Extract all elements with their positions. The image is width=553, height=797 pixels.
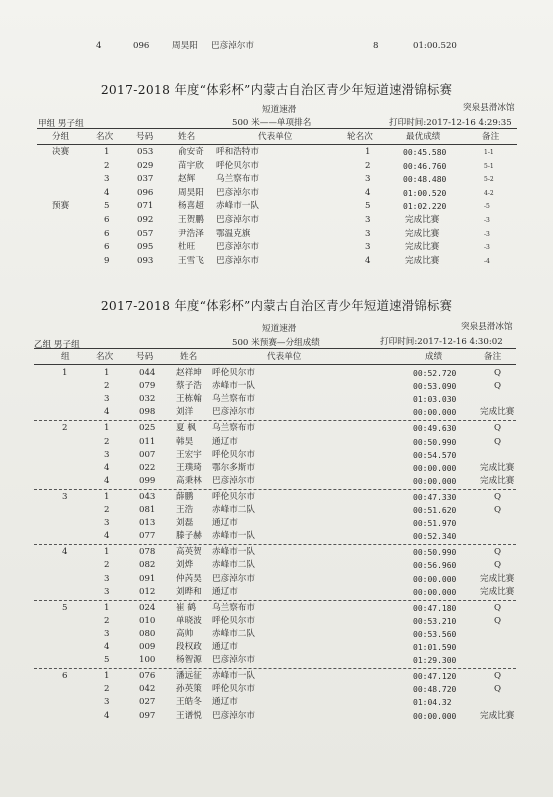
note: Q — [494, 505, 502, 515]
note: 5-1 — [484, 162, 494, 170]
athlete-name: 段权政 — [176, 642, 202, 652]
table-row — [0, 517, 553, 530]
rank: 9 — [104, 255, 110, 266]
best-time: 完成比赛 — [405, 242, 440, 253]
note: 完成比赛 — [480, 586, 515, 597]
section1-event: 500 米——单项排名 — [232, 118, 312, 128]
athlete-name: 刘磊 — [176, 518, 194, 529]
table-row — [0, 504, 553, 517]
rank: 6 — [104, 228, 110, 239]
number: 076 — [139, 671, 156, 682]
number: 037 — [137, 174, 154, 185]
section1-venue: 突泉县滑冰馆 — [463, 103, 515, 113]
athlete-name: 刘洋 — [176, 407, 194, 418]
table-row — [0, 200, 553, 213]
section1-title: 2017-2018 年度“体彩杯”内蒙古自治区青少年短道速滑锦标赛 — [100, 83, 453, 97]
lane-rank: 4 — [365, 187, 371, 198]
rank: 4 — [104, 642, 110, 652]
table-row — [0, 670, 553, 683]
rank: 4 — [96, 41, 102, 51]
unit: 巴彦淖尔市 — [216, 187, 259, 198]
time: 00:51.620 — [413, 506, 457, 515]
number: 007 — [139, 449, 156, 460]
rank: 2 — [104, 615, 110, 626]
rank: 1 — [104, 147, 110, 157]
table-row — [0, 228, 553, 241]
table-row — [0, 255, 553, 268]
section1-sport: 短道速滑 — [262, 105, 297, 115]
note: 完成比赛 — [480, 407, 515, 418]
time: 00:53.210 — [413, 616, 457, 626]
note: Q — [494, 491, 502, 502]
rank: 1 — [104, 423, 110, 434]
rank: 5 — [104, 201, 110, 212]
best-time: 完成比赛 — [405, 215, 440, 225]
table-row — [0, 628, 553, 641]
number: 078 — [139, 547, 156, 558]
athlete-name: 杜旺 — [178, 242, 196, 253]
rank: 1 — [104, 602, 110, 613]
table-row — [0, 393, 553, 406]
group: 预赛 — [52, 201, 70, 212]
athlete-name: 王皓冬 — [176, 697, 202, 708]
unit: 赤峰市二队 — [212, 560, 255, 571]
athlete-name: 杨喜超 — [178, 201, 204, 212]
rank: 2 — [104, 560, 110, 571]
section1-header — [0, 131, 553, 144]
unit: 呼伦贝尔市 — [212, 449, 255, 460]
rank: 4 — [104, 407, 110, 418]
time: 01:00.520 — [413, 41, 457, 51]
table-row — [0, 683, 553, 696]
rank: 1 — [104, 671, 110, 682]
unit: 赤峰市一队 — [212, 531, 255, 542]
time: 00:00.000 — [413, 574, 457, 584]
rank: 3 — [104, 449, 110, 460]
athlete-name: 王宏宇 — [176, 449, 202, 460]
time: 00:53.560 — [413, 629, 457, 639]
header-group: 组 — [61, 352, 70, 362]
unit: 赤峰市二队 — [212, 505, 255, 515]
table-row — [0, 214, 553, 227]
rank: 2 — [104, 505, 110, 515]
athlete-name: 杨智源 — [176, 655, 202, 666]
number: 081 — [139, 505, 156, 515]
number: 012 — [139, 586, 156, 597]
table-row — [0, 491, 553, 504]
header-note: 备注 — [482, 132, 500, 142]
table-row — [0, 710, 553, 723]
number: 091 — [139, 573, 156, 584]
table-row — [0, 367, 553, 380]
group-separator — [34, 420, 516, 421]
section2-venue: 突泉县滑冰馆 — [461, 322, 513, 332]
note: Q — [494, 423, 502, 434]
time: 00:47.180 — [413, 603, 457, 613]
rank: 4 — [104, 475, 110, 486]
table-row — [0, 530, 553, 543]
unit: 赤峰市一队 — [212, 381, 255, 392]
unit: 赤峰市一队 — [212, 671, 255, 682]
unit: 巴彦淖尔市 — [212, 710, 255, 721]
note: Q — [494, 602, 502, 613]
rank: 2 — [104, 381, 110, 392]
unit: 呼和浩特市 — [216, 147, 259, 157]
number: 024 — [139, 602, 156, 613]
time: 01:29.300 — [413, 656, 457, 666]
note: Q — [494, 560, 502, 571]
lane-rank: 1 — [365, 147, 371, 157]
number: 029 — [137, 160, 154, 171]
table-row — [0, 546, 553, 559]
athlete-name: 尹浩泽 — [178, 228, 204, 239]
table-row — [0, 654, 553, 667]
unit: 鄂尔多斯市 — [212, 462, 255, 473]
note: 5-2 — [484, 176, 494, 184]
header-number: 号码 — [136, 132, 154, 142]
number: 025 — [139, 423, 156, 434]
note: Q — [494, 547, 502, 558]
best-time: 完成比赛 — [405, 255, 440, 266]
lane-rank: 3 — [365, 228, 371, 239]
rank: 1 — [104, 368, 110, 378]
athlete-name: 王谱悦 — [176, 710, 202, 721]
number: 098 — [139, 407, 156, 418]
number: 071 — [137, 201, 154, 212]
lane-rank: 3 — [365, 215, 371, 225]
header-best: 成绩 — [425, 352, 443, 362]
note: 完成比赛 — [480, 475, 515, 486]
unit: 鄂温克旗 — [216, 228, 251, 239]
rank: 1 — [104, 491, 110, 502]
group: 1 — [62, 368, 68, 378]
number: 095 — [137, 242, 154, 253]
number: 009 — [139, 642, 156, 652]
lane-rank: 2 — [365, 160, 371, 171]
header-unit: 代表单位 — [267, 352, 302, 362]
athlete-name: 蔡子浩 — [176, 381, 202, 392]
number: 010 — [139, 615, 156, 626]
athlete-name: 俞安奇 — [178, 147, 204, 157]
unit: 呼伦贝尔市 — [212, 491, 255, 502]
rank: 3 — [104, 586, 110, 597]
table-row — [0, 380, 553, 393]
section1-group: 甲组 男子组 — [38, 119, 84, 129]
section2-header — [0, 351, 553, 364]
rank: 3 — [104, 697, 110, 708]
athlete-name: 刘晔和 — [176, 586, 202, 597]
time: 00:56.960 — [413, 561, 457, 571]
table-row — [0, 573, 553, 586]
rank: 4 — [104, 710, 110, 721]
unit: 巴彦淖尔市 — [212, 475, 255, 486]
note: -3 — [484, 230, 490, 238]
table-row — [0, 241, 553, 254]
note: Q — [494, 368, 502, 378]
unit: 赤峰市一队 — [212, 547, 255, 558]
unit: 巴彦淖尔市 — [216, 255, 259, 266]
time: 00:47.120 — [413, 672, 457, 682]
group: 决赛 — [52, 147, 70, 157]
unit: 呼伦贝尔市 — [212, 615, 255, 626]
table-row — [0, 173, 553, 186]
note: Q — [494, 684, 502, 695]
divider — [37, 128, 517, 129]
athlete-name: 滕子赫 — [176, 531, 202, 542]
athlete-name: 仲芮昊 — [176, 573, 202, 584]
unit: 呼伦贝尔市 — [216, 160, 259, 171]
table-row — [0, 449, 553, 462]
number: 032 — [139, 394, 156, 405]
time: 01:03.030 — [413, 395, 457, 405]
rank: 1 — [104, 547, 110, 558]
athlete-name: 刘烨 — [176, 560, 194, 571]
note: Q — [494, 436, 502, 447]
time: 00:51.970 — [413, 519, 457, 529]
group-separator — [34, 668, 516, 669]
best-time: 00:48.480 — [403, 175, 447, 185]
group: 2 — [62, 423, 68, 434]
top-row — [0, 40, 553, 53]
rank: 3 — [104, 394, 110, 405]
athlete-name: 王栋翰 — [176, 394, 202, 405]
group: 3 — [62, 491, 68, 502]
unit: 通辽市 — [212, 697, 238, 708]
lane-rank: 3 — [365, 242, 371, 253]
unit: 巴彦淖尔市 — [212, 573, 255, 584]
note: 4-2 — [484, 189, 494, 197]
rank: 2 — [104, 436, 110, 447]
athlete-name: 潘远征 — [176, 671, 202, 682]
number: 077 — [139, 531, 156, 542]
unit: 赤峰市二队 — [212, 628, 255, 639]
note: Q — [494, 671, 502, 682]
header-number: 号码 — [136, 352, 154, 362]
unit: 巴彦淖尔市 — [211, 41, 254, 51]
number: 042 — [139, 684, 156, 695]
unit: 赤峰市一队 — [216, 201, 259, 212]
group-separator — [34, 544, 516, 545]
rank: 3 — [104, 518, 110, 529]
unit: 呼伦贝尔市 — [212, 684, 255, 695]
header-name: 姓名 — [180, 352, 198, 362]
header-group: 分组 — [52, 132, 70, 142]
number: 079 — [139, 381, 156, 392]
athlete-name: 高英贺 — [176, 547, 202, 558]
lane-rank: 8 — [373, 41, 379, 51]
rank: 3 — [104, 174, 110, 185]
best-time: 完成比赛 — [405, 228, 440, 239]
header-unit: 代表单位 — [258, 132, 293, 142]
unit: 通辽市 — [212, 518, 238, 529]
unit: 通辽市 — [212, 436, 238, 447]
athlete-name: 夏 枫 — [176, 423, 196, 434]
divider — [34, 348, 516, 349]
athlete-name: 王贺鹏 — [178, 215, 204, 225]
athlete-name: 王浩 — [176, 505, 194, 515]
athlete-name: 赵辉 — [178, 174, 196, 185]
table-row — [0, 406, 553, 419]
number: 043 — [139, 491, 156, 502]
number: 027 — [139, 697, 156, 708]
note: -3 — [484, 217, 490, 224]
number: 053 — [137, 147, 154, 157]
rank: 6 — [104, 242, 110, 253]
number: 099 — [139, 475, 156, 486]
rank: 3 — [104, 628, 110, 639]
time: 01:04.32 — [413, 698, 452, 708]
table-row — [0, 436, 553, 449]
athlete-name: 孙英策 — [176, 684, 202, 695]
lane-rank: 5 — [365, 201, 371, 212]
table-row — [0, 422, 553, 435]
group: 5 — [62, 602, 68, 613]
time: 00:54.570 — [413, 450, 457, 460]
number: 011 — [139, 436, 156, 447]
athlete-name: 韩昊 — [176, 436, 194, 447]
number: 092 — [137, 215, 154, 225]
unit: 乌兰察布市 — [212, 394, 255, 405]
athlete-name: 崔 鹤 — [176, 602, 196, 613]
number: 013 — [139, 518, 156, 529]
time: 01:01.590 — [413, 643, 457, 652]
time: 00:00.000 — [413, 587, 457, 597]
time: 00:49.630 — [413, 424, 457, 434]
best-time: 01:00.520 — [403, 188, 447, 198]
rank: 5 — [104, 655, 110, 666]
time: 00:52.340 — [413, 532, 457, 542]
best-time: 00:45.580 — [403, 148, 447, 157]
table-row — [0, 615, 553, 628]
table-row — [0, 696, 553, 709]
table-row — [0, 462, 553, 475]
unit: 巴彦淖尔市 — [212, 655, 255, 666]
time: 00:53.090 — [413, 382, 457, 392]
time: 00:00.000 — [413, 476, 457, 486]
time: 00:48.720 — [413, 685, 457, 695]
number: 097 — [139, 710, 156, 721]
rank: 3 — [104, 573, 110, 584]
athlete-name: 单晓波 — [176, 615, 202, 626]
header-rank: 名次 — [96, 132, 114, 142]
note: Q — [494, 381, 502, 392]
note: Q — [494, 615, 502, 626]
header-rank: 名次 — [96, 352, 114, 362]
number: 082 — [139, 560, 156, 571]
athlete-name: 苗宇欣 — [178, 160, 204, 171]
unit: 通辽市 — [212, 642, 238, 652]
number: 096 — [133, 41, 150, 51]
header-note: 备注 — [484, 352, 502, 362]
unit: 乌兰察布市 — [216, 174, 259, 185]
section2-event: 500 米预赛—分组成绩 — [232, 338, 320, 348]
divider — [37, 144, 517, 145]
section1-print-time: 打印时间:2017-12-16 4:29:35 — [389, 118, 512, 128]
section2-title: 2017-2018 年度“体彩杯”内蒙古自治区青少年短道速滑锦标赛 — [100, 299, 453, 313]
time: 00:52.720 — [413, 369, 457, 378]
header-lane: 轮名次 — [347, 132, 373, 142]
lane-rank: 3 — [365, 174, 371, 185]
athlete-name: 周昊阳 — [178, 187, 204, 198]
unit: 巴彦淖尔市 — [216, 215, 259, 225]
group: 4 — [62, 547, 68, 558]
header-name: 姓名 — [178, 132, 196, 142]
athlete-name: 薛鹏 — [176, 491, 194, 502]
table-row — [0, 559, 553, 572]
table-row — [0, 146, 553, 159]
number: 093 — [137, 255, 154, 266]
table-row — [0, 160, 553, 173]
rank: 6 — [104, 215, 110, 225]
rank: 4 — [104, 462, 110, 473]
rank: 2 — [104, 160, 110, 171]
note: 1-1 — [484, 149, 494, 156]
note: 完成比赛 — [480, 573, 515, 584]
time: 00:50.990 — [413, 548, 457, 558]
athlete-name: 王璞琦 — [176, 462, 202, 473]
athlete-name: 王雪飞 — [178, 255, 204, 266]
rank: 4 — [104, 531, 110, 542]
group: 6 — [62, 671, 68, 682]
time: 00:00.000 — [413, 408, 457, 418]
header-best: 最优成绩 — [406, 132, 441, 142]
rank: 2 — [104, 684, 110, 695]
group-separator — [34, 489, 516, 490]
number: 022 — [139, 462, 156, 473]
note: -4 — [484, 257, 490, 265]
note: -3 — [484, 244, 490, 252]
athlete-name: 赵祥坤 — [176, 368, 202, 378]
unit: 呼伦贝尔市 — [212, 368, 255, 378]
unit: 乌兰察布市 — [212, 423, 255, 434]
rank: 4 — [104, 187, 110, 198]
table-row — [0, 602, 553, 615]
group-separator — [34, 600, 516, 601]
number: 044 — [139, 368, 156, 378]
note: 完成比赛 — [480, 462, 515, 473]
number: 100 — [139, 655, 156, 666]
time: 00:47.330 — [413, 492, 457, 502]
unit: 巴彦淖尔市 — [212, 407, 255, 418]
best-time: 01:02.220 — [403, 202, 447, 212]
time: 00:00.000 — [413, 463, 457, 473]
note: 完成比赛 — [480, 710, 515, 721]
number: 096 — [137, 187, 154, 198]
lane-rank: 4 — [365, 255, 371, 266]
time: 00:00.000 — [413, 711, 457, 721]
athlete-name: 高帅 — [176, 628, 194, 639]
section2-sport: 短道速滑 — [262, 324, 297, 334]
note: -5 — [484, 203, 490, 211]
number: 057 — [137, 228, 154, 239]
unit: 通辽市 — [212, 586, 238, 597]
unit: 巴彦淖尔市 — [216, 242, 259, 253]
unit: 乌兰察布市 — [212, 602, 255, 613]
table-row — [0, 586, 553, 599]
divider — [34, 364, 516, 365]
best-time: 00:46.760 — [403, 161, 447, 171]
athlete-name: 周昊阳 — [172, 41, 198, 51]
table-row — [0, 641, 553, 654]
section2-group: 乙组 男子组 — [34, 340, 80, 350]
table-row — [0, 475, 553, 488]
table-row — [0, 187, 553, 200]
number: 080 — [139, 628, 156, 639]
time: 00:50.990 — [413, 437, 457, 447]
athlete-name: 高秉林 — [176, 475, 202, 486]
section2-print-time: 打印时间:2017-12-16 4:30:02 — [380, 337, 503, 347]
